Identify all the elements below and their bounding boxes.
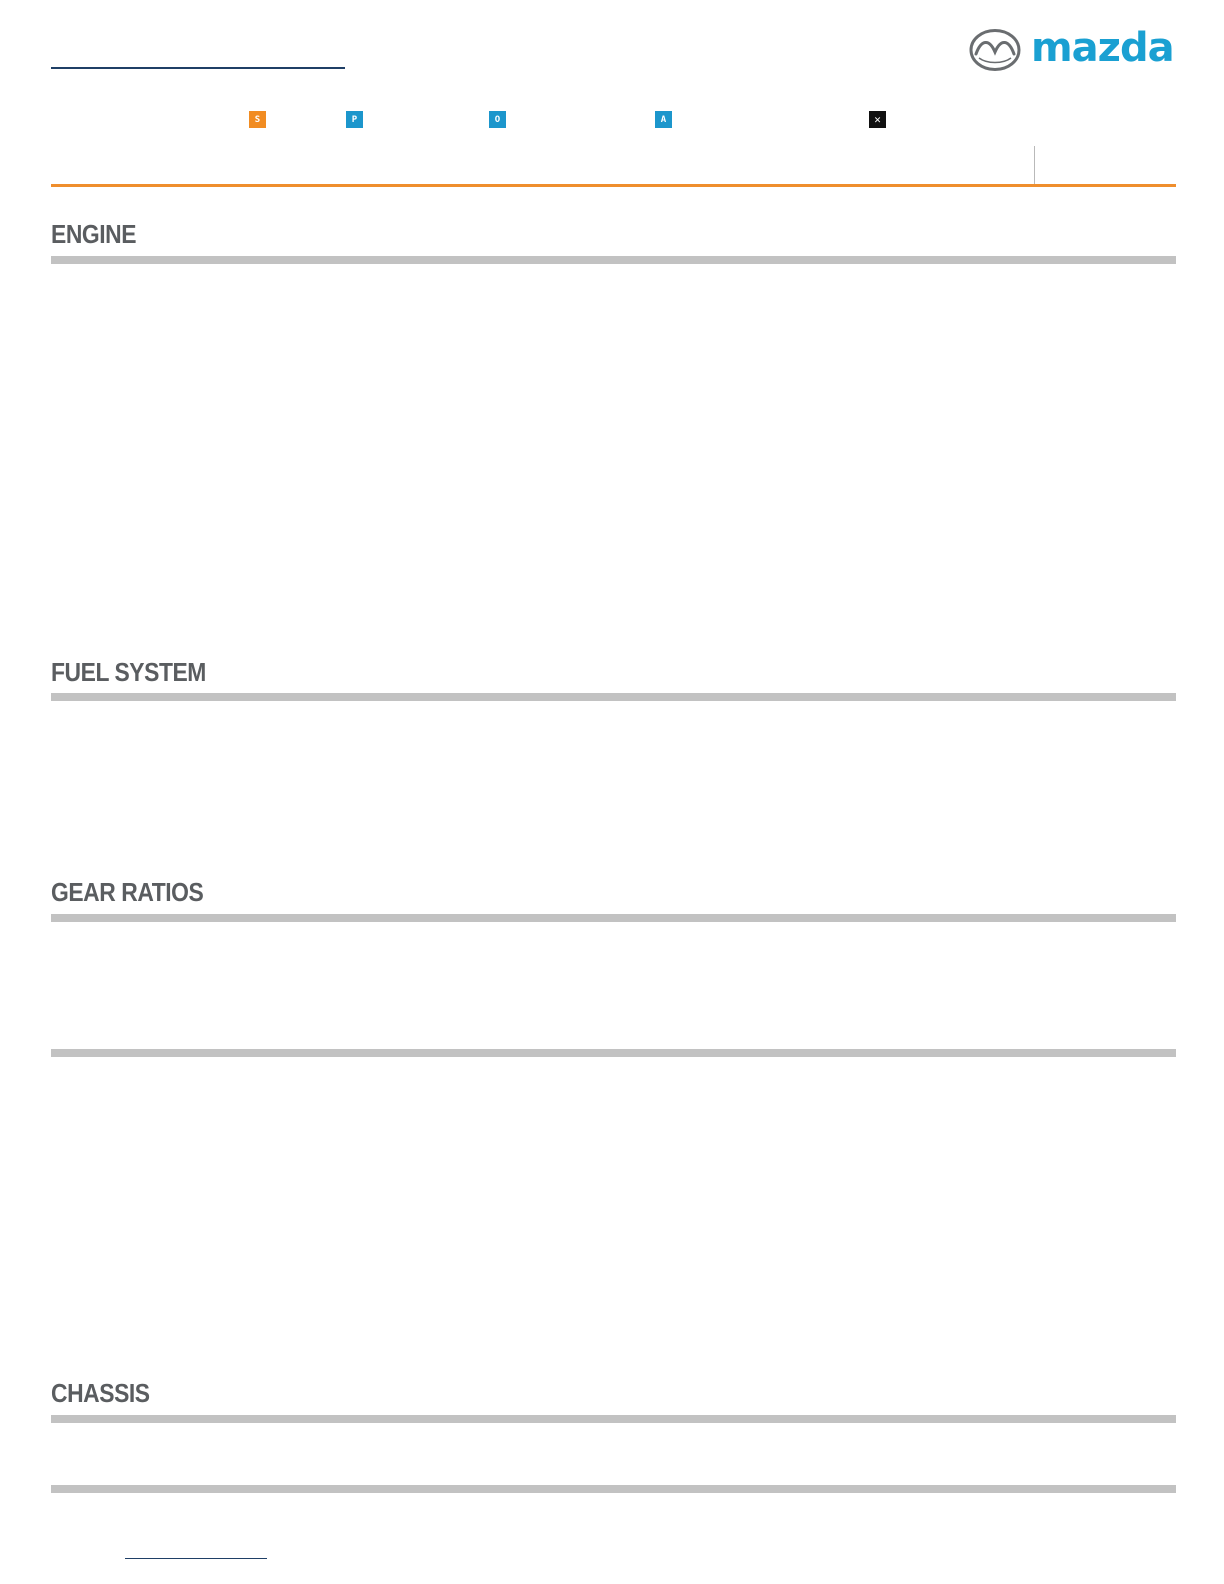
legend-badge-standard: S	[249, 111, 266, 128]
section-rule-chassis	[51, 1415, 1176, 1423]
bottom-link-underline[interactable]	[125, 1558, 267, 1559]
section-rule-bottom	[51, 1485, 1176, 1493]
section-rule-fuel-system	[51, 693, 1176, 701]
top-link-underline[interactable]	[51, 67, 345, 69]
header-orange-rule	[51, 184, 1176, 187]
mazda-emblem-icon	[969, 28, 1021, 72]
mazda-wordmark: mazda	[1031, 25, 1174, 71]
mazda-logo	[969, 26, 1177, 74]
section-rule-unlabeled	[51, 1049, 1176, 1057]
section-rule-engine	[51, 256, 1176, 264]
section-rule-gear-ratios	[51, 914, 1176, 922]
header-column-divider	[1034, 146, 1035, 184]
section-title-gear-ratios: GEAR RATIOS	[51, 877, 204, 907]
legend-badge-not-available: ✕	[869, 111, 886, 128]
section-title-engine: ENGINE	[51, 219, 137, 249]
section-title-fuel-system: FUEL SYSTEM	[51, 657, 206, 687]
section-title-chassis: CHASSIS	[51, 1378, 150, 1408]
legend-badge-option: O	[489, 111, 506, 128]
legend-badge-package: P	[346, 111, 363, 128]
legend-badge-accessory: A	[655, 111, 672, 128]
